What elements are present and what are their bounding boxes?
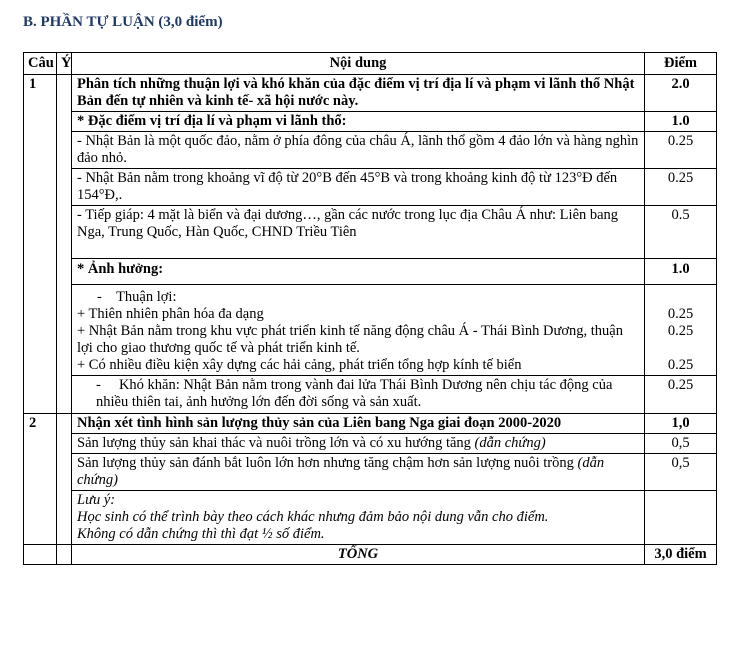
answer-table [23, 52, 717, 565]
q1-p1-score: 0.25 [645, 132, 717, 169]
q1-p3-score: 0.5 [645, 206, 717, 259]
q1-effects-scores [645, 285, 717, 414]
q1-adv1-score: 0.25 [667, 306, 694, 322]
total-y-cell [57, 545, 72, 565]
q2-y-cell [57, 414, 72, 545]
q1-p3: - Tiếp giáp: 4 mặt là biển và đại dương…, gần các nước trong lục địa Châu Á như: Liên bang Nga, Trung Quốc, Hàn Quốc, CHND Triều Tiên [72, 206, 645, 259]
q1-adv3-score: 0.25 [667, 357, 694, 373]
q1-p2-score: 0.25 [645, 169, 717, 206]
q2-note-label: Lưu ý: [77, 492, 116, 508]
q2-p2-note: (dẫn chứng) [77, 455, 605, 488]
q1-dis: - Khó khăn: Nhật Bản nằm trong vành đai lửa Thái Bình Dương nên chịu tác động của nhiều thiên tai, ảnh hưởng lớn đến đời sống và sản xuất. [96, 377, 617, 410]
table-row [24, 112, 717, 132]
total-score: 3,0 điểm [645, 545, 717, 565]
q2-title: Nhận xét tình hình sản lượng thủy sản của Liên bang Nga giai đoạn 2000-2020 [72, 414, 645, 434]
q1-sub2-title: * Ảnh hưởng: [72, 259, 645, 285]
q2-p2-text: Sản lượng thủy sản đánh bắt luôn lớn hơn nhưng tăng chậm hơn sản lượng nuôi trồng [77, 455, 578, 471]
total-row [24, 545, 717, 565]
table-row [24, 434, 717, 454]
header-y: Ý [57, 53, 72, 75]
q2-p1-score: 0,5 [645, 434, 717, 454]
q1-sub1-score: 1.0 [645, 112, 717, 132]
table-row [24, 132, 717, 169]
q1-adv1: + Thiên nhiên phân hóa đa dạng [77, 306, 264, 322]
header-content: Nội dung [72, 53, 645, 75]
q1-sub2-score: 1.0 [645, 259, 717, 285]
q2-note-score [645, 491, 717, 545]
q1-p2: - Nhật Bản nằm trong khoảng vĩ độ từ 20°B đến 45°B và trong khoảng kinh độ từ 123°Đ đến 154°Đ,. [72, 169, 645, 206]
q2-title-score: 1,0 [645, 414, 717, 434]
table-row [24, 206, 717, 259]
q1-p1: - Nhật Bản là một quốc đảo, nằm ở phía đông của châu Á, lãnh thổ gồm 4 đảo lớn và hàng nghìn đảo nhỏ. [72, 132, 645, 169]
header-score: Điểm [645, 53, 717, 75]
q1-dis-score: 0.25 [667, 377, 694, 393]
table-row [24, 259, 717, 285]
q1-title-score: 2.0 [645, 75, 717, 112]
q2-number: 2 [24, 414, 57, 545]
q2-p2 [72, 454, 645, 491]
q1-adv2-score: 0.25 [667, 323, 694, 339]
section-title: B. PHẦN TỰ LUẬN (3,0 điểm) [23, 14, 223, 30]
table-header-row [24, 53, 717, 75]
q1-y-cell [57, 75, 72, 414]
q2-note2: Không có dẫn chứng thì thì đạt ½ số điểm. [77, 526, 325, 542]
table-row [24, 169, 717, 206]
q1-effects-cell [72, 285, 645, 414]
header-cau: Câu [24, 53, 57, 75]
table-row [24, 491, 717, 545]
q1-sub1-title: * Đặc điểm vị trí địa lí và phạm vi lãnh thổ: [72, 112, 645, 132]
table-row [24, 75, 717, 112]
q2-p2-score: 0,5 [645, 454, 717, 491]
q1-title: Phân tích những thuận lợi và khó khăn của đặc điểm vị trí địa lí và phạm vi lãnh thổ Nhật Bản đến tự nhiên và kinh tế- xã hội nước này. [72, 75, 645, 112]
q2-p1-text: Sản lượng thủy sản khai thác và nuôi trồng lớn và có xu hướng tăng [77, 435, 475, 451]
table-row [24, 454, 717, 491]
q1-adv2: + Nhật Bản nằm trong khu vực phát triển kinh tế năng động châu Á - Thái Bình Dương, thuận lợi cho giao thương quốc tế và phát triển kinh tế. [77, 323, 623, 356]
q1-adv3: + Có nhiều điều kiện xây dựng các hải cảng, phát triển tổng hợp kính tế biển [77, 357, 522, 373]
q1-number: 1 [24, 75, 57, 414]
table-row [24, 285, 717, 414]
total-cau-cell [24, 545, 57, 565]
q2-note [72, 491, 645, 545]
q1-adv-label: - Thuận lợi: [97, 289, 177, 305]
q2-p1 [72, 434, 645, 454]
total-label: TỔNG [72, 545, 645, 565]
q2-note1: Học sinh có thể trình bày theo cách khác nhưng đảm bảo nội dung vẫn cho điểm. [77, 509, 549, 525]
q2-p1-note: (dẫn chứng) [474, 435, 546, 451]
table-row [24, 414, 717, 434]
